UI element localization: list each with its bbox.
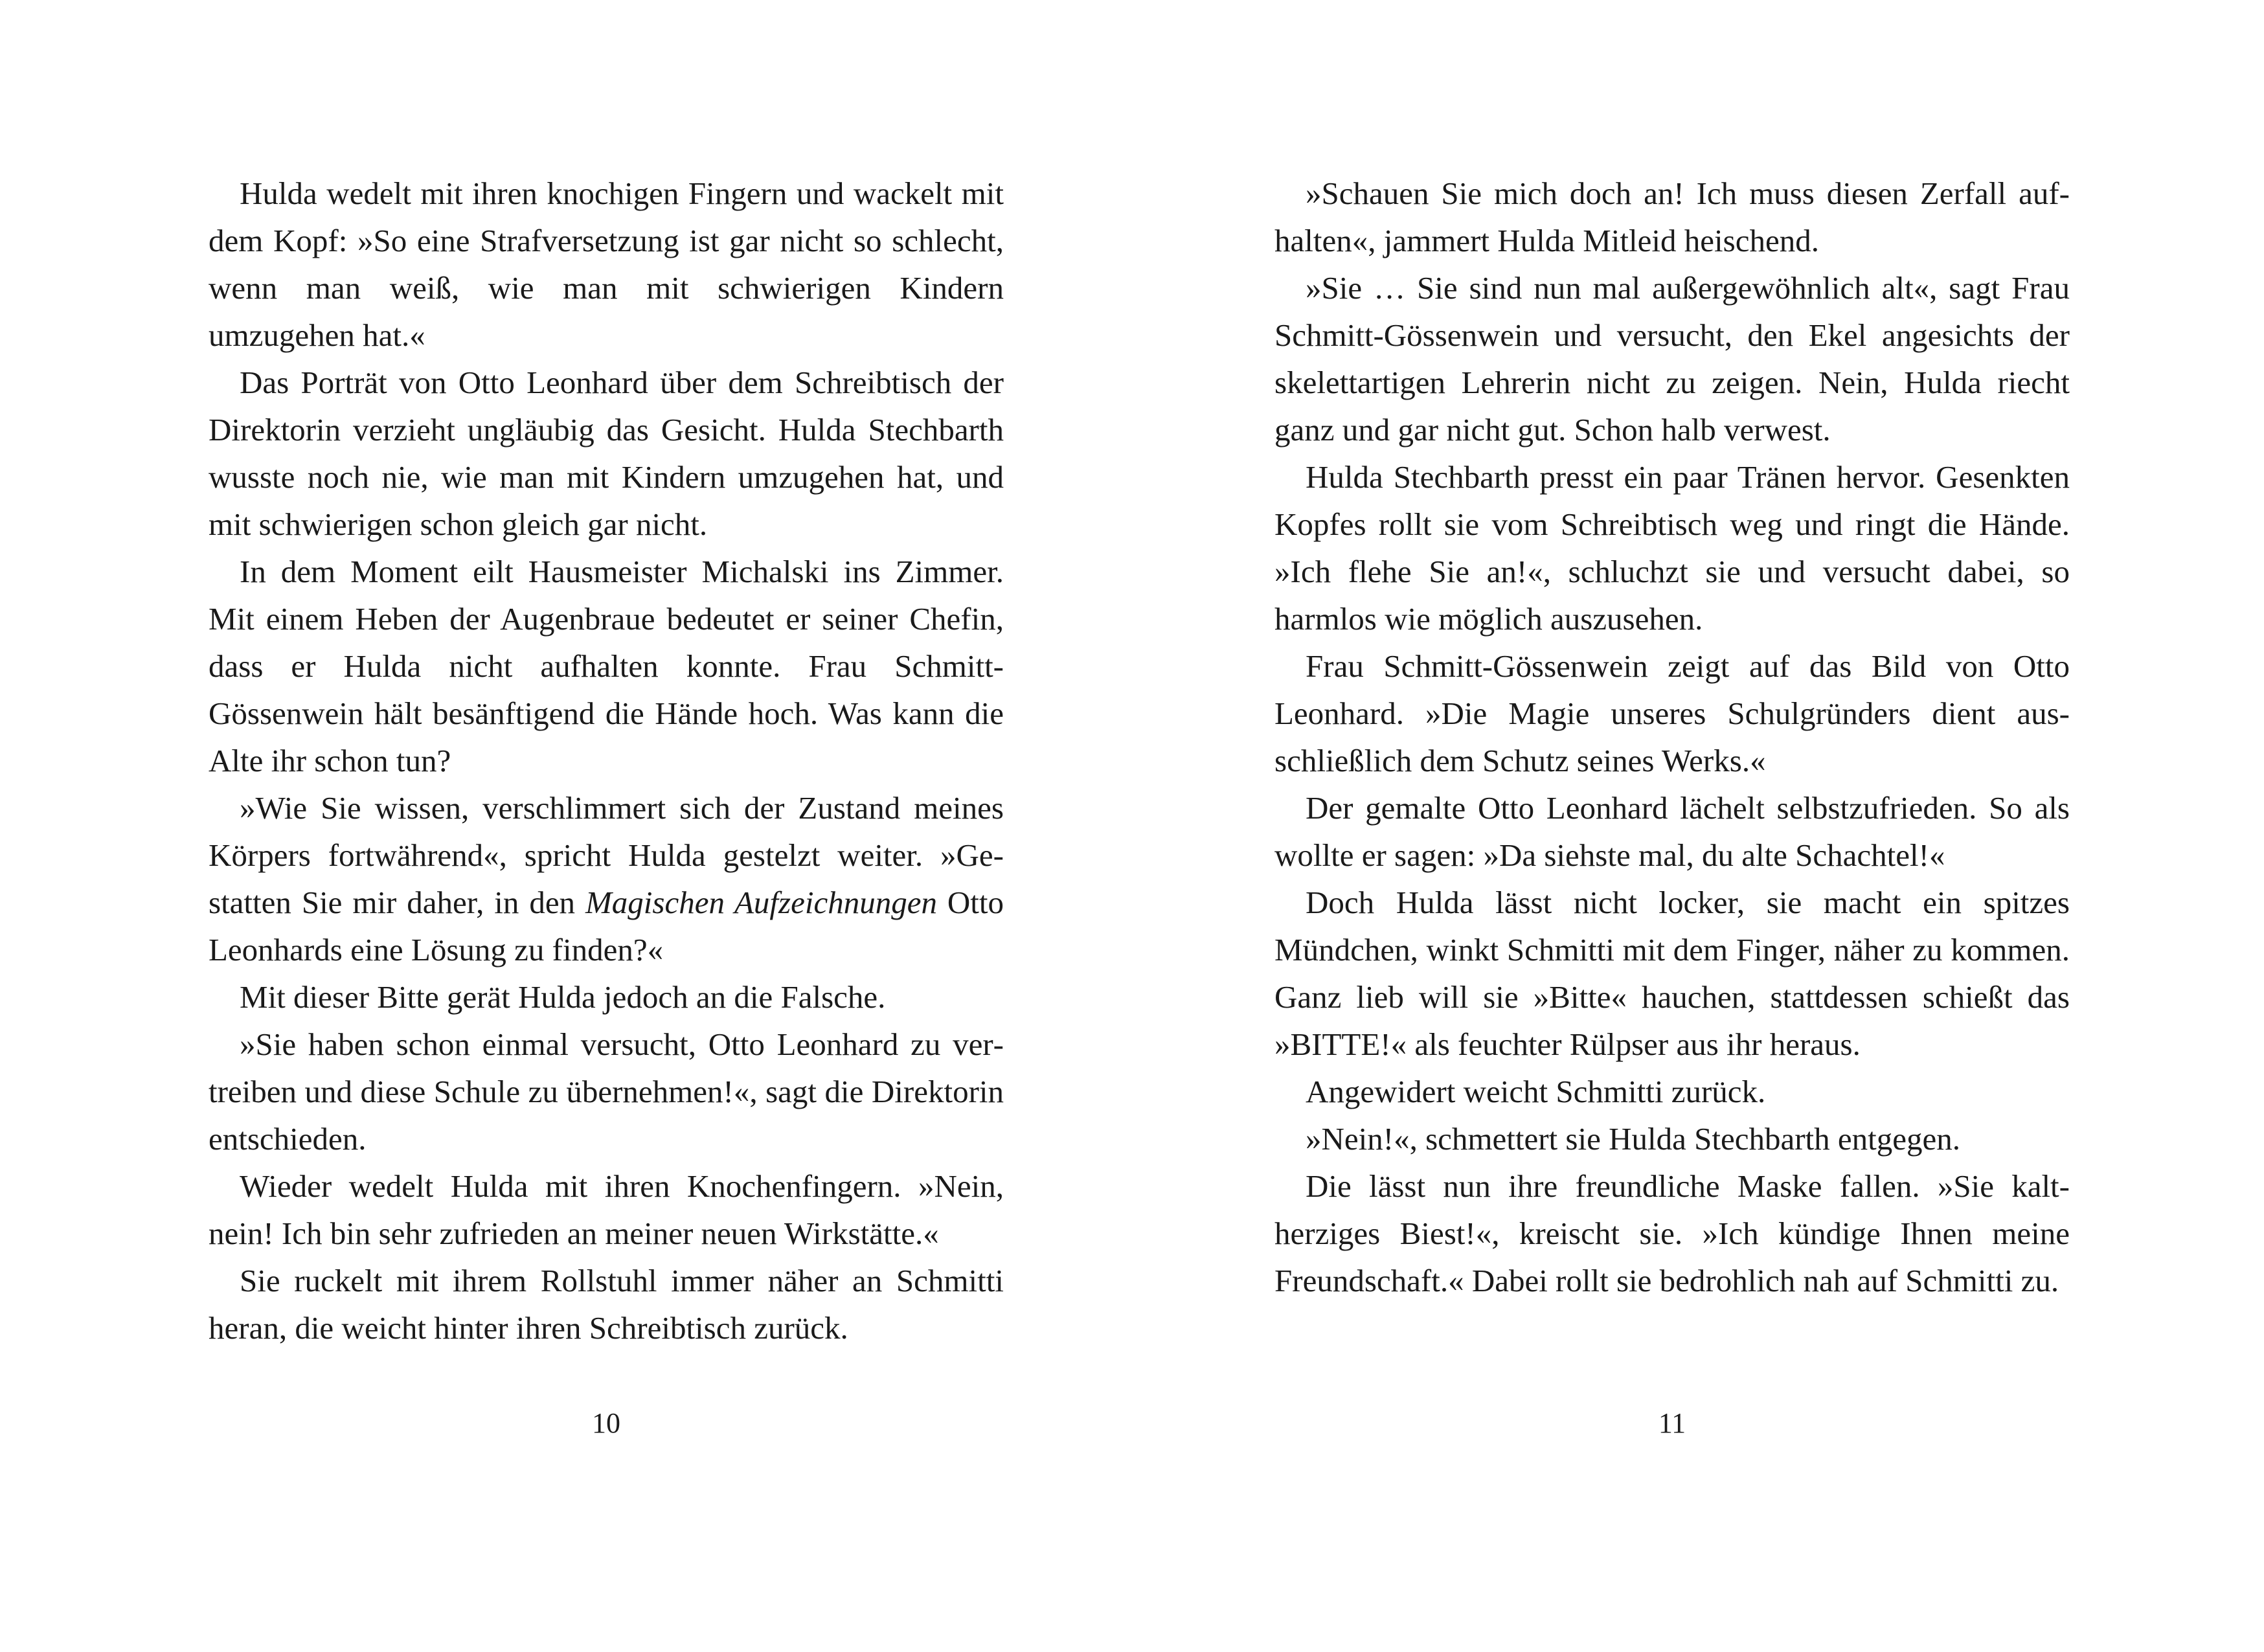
paragraph: [209, 784, 1004, 973]
paragraph: »Nein!«, schmettert sie Hulda Stechbarth entgegen.: [1306, 1121, 1960, 1157]
paragraph: In dem Moment eilt Hausmeister Michalski ins Zimmer. Mit einem Heben der Augenbraue bedeutet er seiner Chefin, dass er Hulda nicht aufhalten konnte. Frau Schmitt-Gössenwein hält besänftigend die Hände hoch. Was kann die Alte ihr schon tun?: [209, 554, 1004, 778]
paragraph: »Sie … Sie sind nun mal außergewöhnlich alt«, sagt Frau Schmitt-Gössenwein und versucht, den Ekel angesichts der skelettartigen Lehrerin nicht zu zeigen. Nein, Hulda riecht ganz und gar nicht gut. Schon halb verwest.: [1274, 270, 2070, 447]
paragraph: Hulda Stechbarth presst ein paar Tränen hervor. Gesenkten Kopfes rollt sie vom Schreibtisch weg und ringt die Hände. »Ich flehe Sie an!«, schluchzt sie und versucht dabei, so harmlos wie möglich auszusehen.: [1274, 459, 2070, 637]
paragraph: »Schauen Sie mich doch an! Ich muss diesen Zerfall aufhalten«, jammert Hulda Mitleid heischend.: [1274, 175, 2070, 258]
page-number-left: 10: [592, 1407, 620, 1439]
left-page: [209, 170, 1004, 1352]
paragraph: Frau Schmitt-Gössenwein zeigt auf das Bild von Otto Leonhard. »Die Magie unseres Schulgründers dient ausschließlich dem Schutz seines Werks.«: [1274, 648, 2070, 778]
paragraph-text: Otto Leonhards eine Lösung zu finden?«: [209, 885, 1004, 967]
right-page: [1274, 170, 2070, 1304]
page-number-right: 11: [1658, 1407, 1686, 1439]
paragraph: Mit dieser Bitte gerät Hulda jedoch an die Falsche.: [240, 979, 886, 1015]
paragraph-text: »Wie Sie wissen, verschlimmert sich der Zustand meines Körpers fortwährend«, spricht Hulda gestelzt weiter. »Gestatten Sie mir daher, in den: [209, 790, 1004, 920]
paragraph: Das Porträt von Otto Leonhard über dem Schreibtisch der Direktorin verzieht ungläubig das Gesicht. Hulda Stechbarth wusste noch nie, wie man mit Kindern umzugehen hat, und mit schwierigen schon gleich gar nicht.: [209, 365, 1004, 542]
paragraph: Der gemalte Otto Leonhard lächelt selbstzufrieden. So als wollte er sagen: »Da siehste mal, du alte Schachtel!«: [1274, 790, 2070, 873]
paragraph: Die lässt nun ihre freundliche Maske fallen. »Sie kaltherziges Biest!«, kreischt sie. »Ich kündige Ihnen meine Freundschaft.« Dabei rollt sie bedrohlich nah auf Schmitti zu.: [1274, 1168, 2070, 1298]
paragraph: Hulda wedelt mit ihren knochigen Fingern und wackelt mit dem Kopf: »So eine Strafversetzung ist gar nicht so schlecht, wenn man weiß, wie man mit schwierigen Kindern umzugehen hat.«: [209, 175, 1004, 353]
paragraph: Doch Hulda lässt nicht locker, sie macht ein spitzes Mündchen, winkt Schmitti mit dem Finger, näher zu kommen. Ganz lieb will sie »Bitte« hauchen, stattdessen schießt das »BITTE!« als feuchter Rülpser aus ihr heraus.: [1274, 885, 2070, 1062]
italic-book-title: Magischen Aufzeichnungen: [585, 885, 937, 920]
paragraph: Sie ruckelt mit ihrem Rollstuhl immer näher an Schmitti heran, die weicht hinter ihren Schreibtisch zurück.: [209, 1263, 1004, 1346]
paragraph: Angewidert weicht Schmitti zurück.: [1306, 1074, 1766, 1109]
paragraph: »Sie haben schon einmal versucht, Otto Leonhard zu vertreiben und diese Schule zu übernehmen!«, sagt die Direktorin entschieden.: [209, 1026, 1004, 1157]
paragraph: Wieder wedelt Hulda mit ihren Knochenfingern. »Nein, nein! Ich bin sehr zufrieden an meiner neuen Wirkstätte.«: [209, 1168, 1004, 1251]
